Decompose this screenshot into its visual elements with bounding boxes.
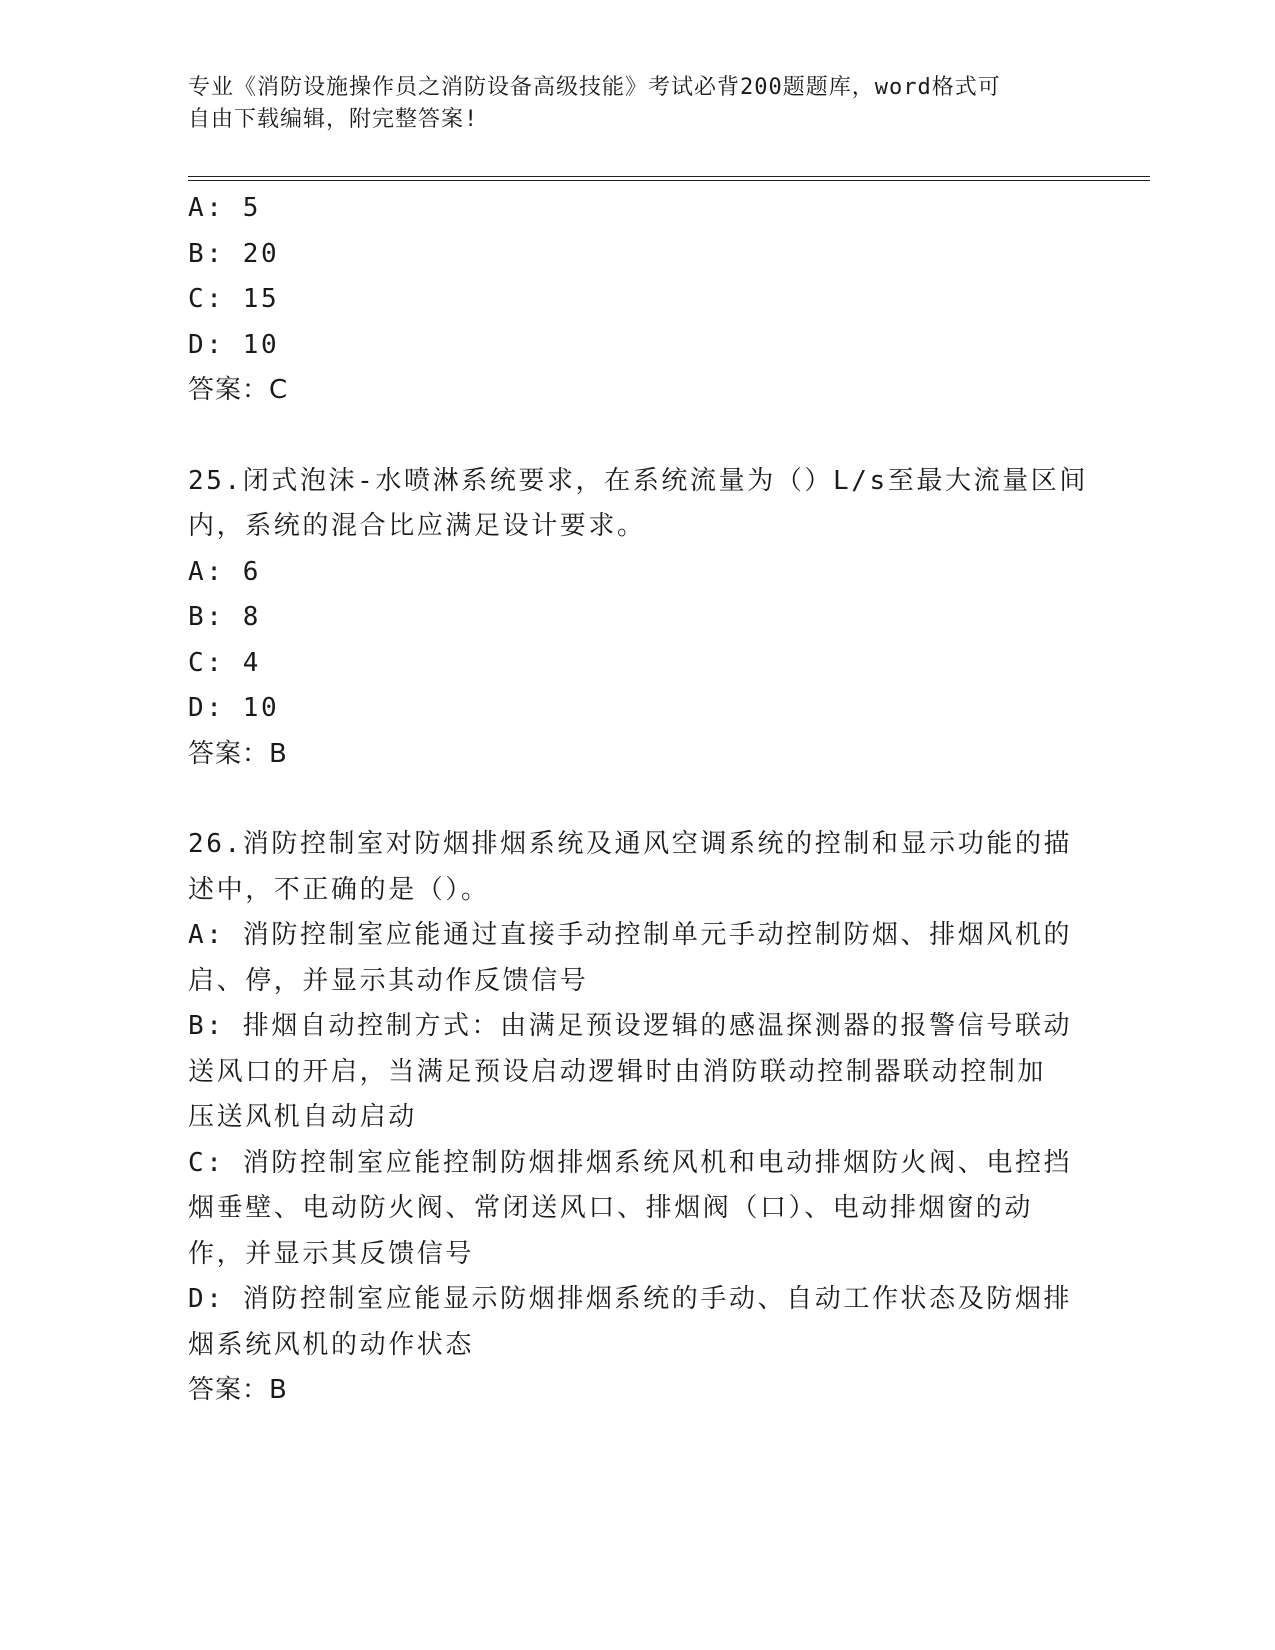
q26-option-d-line-1: D: 消防控制室应能显示防烟排烟系统的手动、自动工作状态及防烟排 [188, 1284, 1073, 1314]
question-24-block [188, 186, 1088, 414]
question-25-block [188, 459, 1088, 778]
q24-option-d: D: 10 [188, 329, 280, 360]
q25-question-line-1: 25.闭式泡沫-水喷淋系统要求，在系统流量为（）L/s至最大流量区间 [188, 465, 1088, 496]
q24-option-c: C: 15 [188, 284, 280, 314]
q24-option-b: B: 20 [188, 238, 280, 269]
header-line-2: 自由下载编辑，附完整答案! [188, 107, 479, 132]
q24-answer: 答案：C [188, 375, 289, 405]
q26-question-line-1: 26.消防控制室对防烟排烟系统及通风空调系统的控制和显示功能的描 [188, 829, 1073, 859]
header-divider [188, 176, 1150, 181]
question-26-block [188, 822, 1088, 1414]
q24-option-a: A: 5 [188, 193, 262, 223]
q26-option-b-line-3: 压送风机自动启动 [188, 1102, 417, 1132]
q26-option-a-line-2: 启、停，并显示其动作反馈信号 [188, 965, 589, 996]
q26-option-d-line-2: 烟系统风机的动作状态 [188, 1329, 475, 1360]
q25-option-a: A: 6 [188, 556, 262, 587]
header-line-1: 专业《消防设施操作员之消防设备高级技能》考试必背200题题库，word格式可 [188, 75, 1001, 100]
q25-question-line-2: 内，系统的混合比应满足设计要求。 [188, 511, 646, 541]
spacer [188, 777, 1088, 822]
q26-option-c-line-1: C: 消防控制室应能控制防烟排烟系统风机和电动排烟防火阀、电控挡 [188, 1147, 1073, 1178]
q26-option-c-line-2: 烟垂壁、电动防火阀、常闭送风口、排烟阀（口）、电动排烟窗的动 [188, 1193, 1034, 1223]
q25-option-d: D: 10 [188, 693, 280, 723]
q25-answer: 答案：B [188, 738, 288, 769]
q26-option-b-line-1: B: 排烟自动控制方式：由满足预设逻辑的感温探测器的报警信号联动 [188, 1011, 1073, 1041]
q26-option-a-line-1: A: 消防控制室应能通过直接手动控制单元手动控制防烟、排烟风机的 [188, 920, 1073, 950]
q25-option-c: C: 4 [188, 647, 262, 678]
q26-option-c-line-3: 作，并显示其反馈信号 [188, 1238, 475, 1269]
q26-question-line-2: 述中，不正确的是（）。 [188, 874, 490, 905]
document-header [188, 72, 1068, 136]
document-body [188, 186, 1088, 1414]
q25-option-b: B: 8 [188, 602, 262, 632]
spacer [188, 414, 1088, 459]
q26-answer: 答案：B [188, 1375, 288, 1405]
q26-option-b-line-2: 送风口的开启，当满足预设启动逻辑时由消防联动控制器联动控制加 [188, 1056, 1047, 1087]
